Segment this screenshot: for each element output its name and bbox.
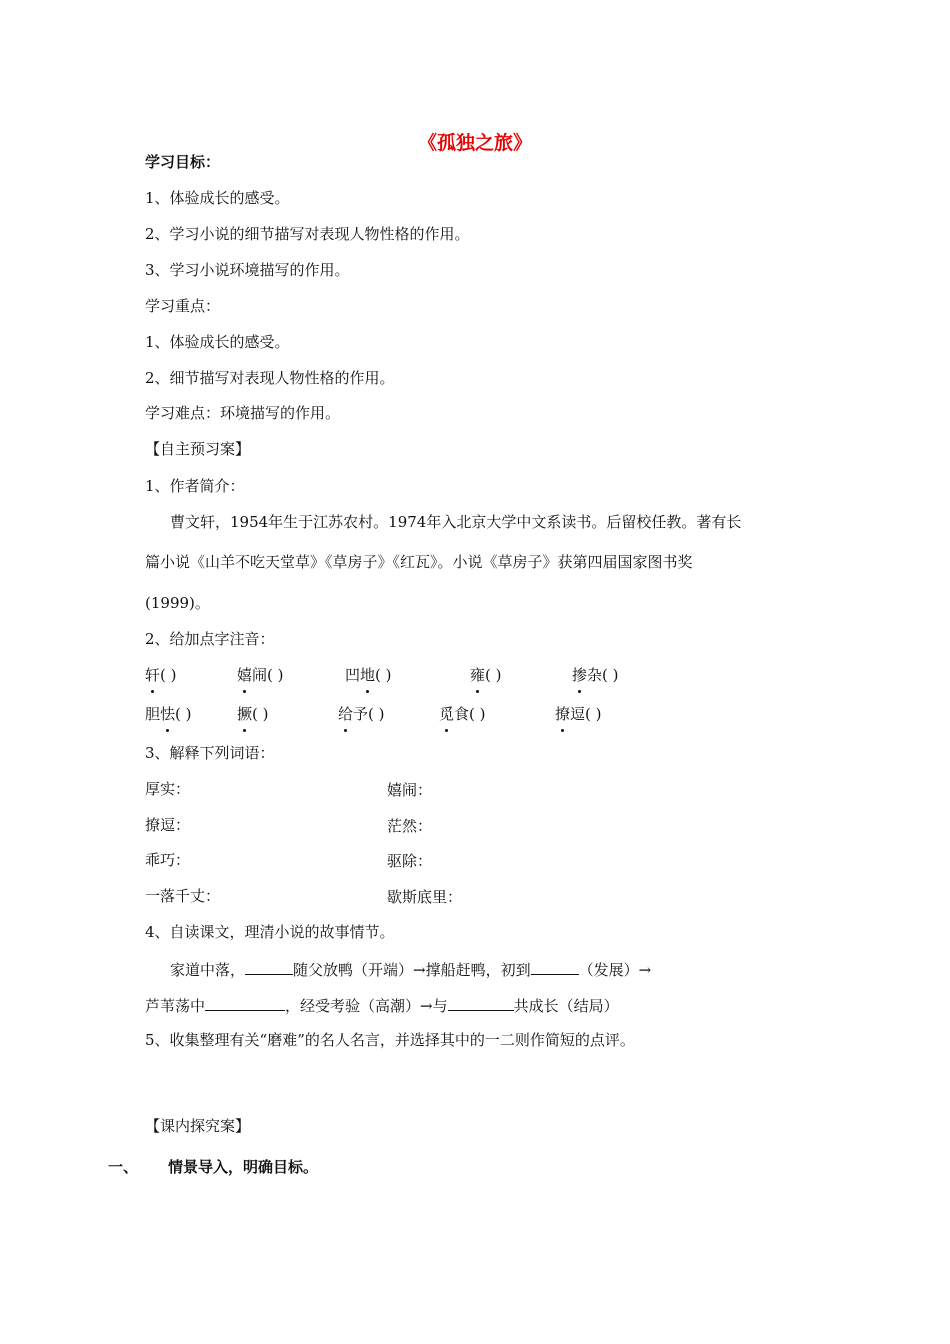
pinyin-row-2 <box>145 703 845 729</box>
key-points-heading: 学习重点： <box>145 297 221 315</box>
vocab-term: 茫然： <box>387 817 433 835</box>
document-title: 《孤独之旅》 <box>417 132 532 154</box>
pinyin-item: 凹地( ) <box>345 666 392 684</box>
pinyin-item: 掺杂( ) <box>572 666 619 684</box>
question-5: 5、收集整理有关“磨难”的名人名言，并选择其中的一二则作简短的点评。 <box>145 1031 635 1049</box>
author-intro-line-2: 篇小说《山羊不吃天堂草》《草房子》《红瓦》。小说《草房子》获第四届国家图书奖 <box>145 553 693 571</box>
fill-blank[interactable] <box>245 958 293 975</box>
pinyin-item: 撩逗( ) <box>555 705 602 723</box>
pinyin-row-1 <box>145 664 845 690</box>
vocab-term: 厚实： <box>145 780 191 798</box>
pinyin-item: 给予( ) <box>338 705 385 723</box>
vocab-row-3 <box>145 850 190 870</box>
preview-heading: 【自主预习案】 <box>145 440 251 458</box>
pinyin-item: 觅食( ) <box>439 705 486 723</box>
vocab-term: 乖巧： <box>145 851 191 869</box>
key-point-item-1: 1、体验成长的感受。 <box>145 333 290 351</box>
section-number: 一、 <box>108 1158 139 1176</box>
pinyin-item: 轩( ) <box>145 666 177 684</box>
pinyin-item: 胆怯( ) <box>145 705 192 723</box>
objective-item-1: 1、体验成长的感受。 <box>145 189 290 207</box>
question-2: 2、给加点字注音： <box>145 630 275 648</box>
objective-item-3: 3、学习小说环境描写的作用。 <box>145 261 350 279</box>
section-heading <box>108 1156 318 1177</box>
vocab-term: 驱除： <box>387 852 433 870</box>
vocab-term: 歇斯底里： <box>387 888 463 906</box>
explore-heading: 【课内探究案】 <box>145 1117 251 1135</box>
vocab-term: 撩逗： <box>145 816 191 834</box>
pinyin-item: 撅( ) <box>237 705 269 723</box>
vocab-term: 一落千丈： <box>145 887 221 905</box>
difficulty-line: 学习难点：环境描写的作用。 <box>145 404 341 422</box>
author-intro-line-3: (1999)。 <box>145 594 210 612</box>
author-intro-line-1: 曹文轩，1954年生于江苏农村。1974年入北京大学中文系读书。后留校任教。著有长 <box>170 513 742 531</box>
objectives-heading: 学习目标： <box>145 153 221 171</box>
objective-item-2: 2、学习小说的细节描写对表现人物性格的作用。 <box>145 225 470 243</box>
pinyin-item: 嬉闹( ) <box>237 666 284 684</box>
vocab-row-4 <box>145 886 220 906</box>
key-point-item-2: 2、细节描写对表现人物性格的作用。 <box>145 369 395 387</box>
question-1: 1、作者简介： <box>145 477 245 495</box>
section-title: 情景导入，明确目标。 <box>168 1158 319 1176</box>
vocab-row-1 <box>145 779 190 799</box>
question-3: 3、解释下列词语： <box>145 744 275 762</box>
fill-blank[interactable] <box>205 994 285 1011</box>
fill-blank[interactable] <box>531 958 579 975</box>
question-4: 4、自读课文，理清小说的故事情节。 <box>145 923 395 941</box>
vocab-row-2 <box>145 815 190 835</box>
plot-line-1: 家道中落， 随父放鸭（开端）→撑船赶鸭，初到 （发展）→ <box>170 958 651 980</box>
plot-line-2: 芦苇荡中 ，经受考验（高潮）→与 共成长（结局） <box>145 994 619 1016</box>
vocab-term: 嬉闹： <box>387 781 433 799</box>
pinyin-item: 雍( ) <box>470 666 502 684</box>
fill-blank[interactable] <box>448 994 514 1011</box>
